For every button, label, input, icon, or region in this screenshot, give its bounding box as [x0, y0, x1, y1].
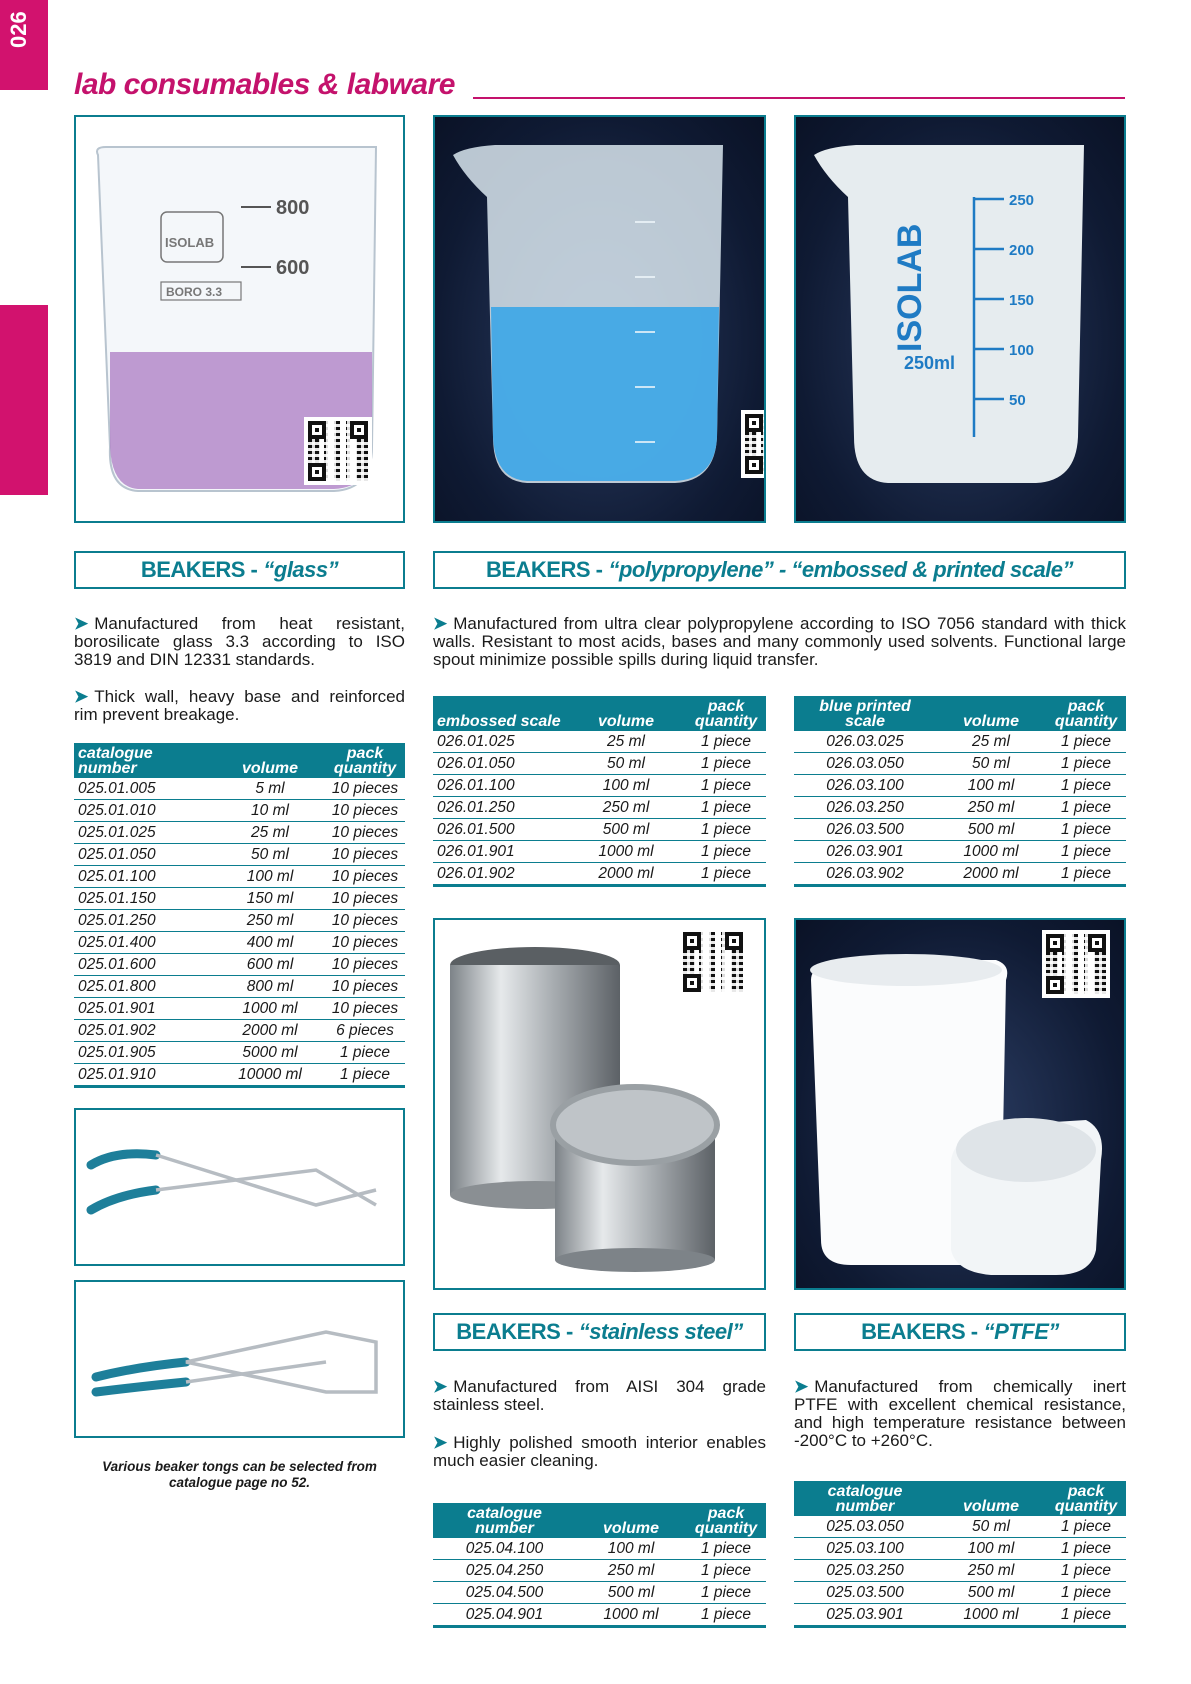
table-cell-volume: 100 ml [566, 775, 686, 797]
table-cell-pack: 1 piece [686, 819, 766, 841]
table-row [74, 932, 405, 954]
table-row [74, 910, 405, 932]
table-cell-catalogue: 026.03.050 [794, 753, 936, 775]
label-50: 50 [1009, 392, 1026, 409]
table-row [794, 797, 1126, 819]
table-cell-volume: 400 ml [215, 932, 325, 954]
table-row [74, 844, 405, 866]
table-row [433, 819, 766, 841]
table-cell-catalogue: 025.03.250 [794, 1560, 936, 1582]
ptfe-beaker-photo [794, 918, 1126, 1290]
table-cell-pack: 1 piece [686, 1560, 766, 1582]
table-cell-catalogue: 025.04.901 [433, 1604, 576, 1627]
table-cell-pack: 10 pieces [325, 910, 405, 932]
table-cell-catalogue: 025.01.010 [74, 800, 215, 822]
label-boro: BORO 3.3 [166, 285, 223, 299]
table-row [433, 731, 766, 753]
table-cell-pack: 1 piece [686, 863, 766, 886]
table-cell-catalogue: 026.03.100 [794, 775, 936, 797]
table-cell-volume: 50 ml [566, 753, 686, 775]
table-row [433, 1538, 766, 1560]
page-title: lab consumables & labware [74, 68, 455, 101]
table-cell-catalogue: 026.03.250 [794, 797, 936, 819]
table-cell-pack: 1 piece [325, 1064, 405, 1087]
table-cell-catalogue: 025.04.500 [433, 1582, 576, 1604]
table-cell-catalogue: 026.01.250 [433, 797, 566, 819]
table-cell-catalogue: 025.03.100 [794, 1538, 936, 1560]
table-cell-catalogue: 025.01.400 [74, 932, 215, 954]
table-row [74, 800, 405, 822]
table-cell-volume: 250 ml [215, 910, 325, 932]
table-cell-catalogue: 025.03.500 [794, 1582, 936, 1604]
table-cell-pack: 10 pieces [325, 998, 405, 1020]
table-row [433, 797, 766, 819]
table-cell-catalogue: 025.01.250 [74, 910, 215, 932]
table-cell-catalogue: 025.01.150 [74, 888, 215, 910]
table-cell-catalogue: 026.01.050 [433, 753, 566, 775]
table-cell-pack: 1 piece [1046, 775, 1126, 797]
table-cell-pack: 1 piece [1046, 1538, 1126, 1560]
table-cell-volume: 1000 ml [936, 841, 1046, 863]
qr-code[interactable] [679, 928, 747, 996]
label-150: 150 [1009, 292, 1035, 309]
table-cell-pack: 1 piece [325, 1042, 405, 1064]
table-row [794, 1560, 1126, 1582]
table-row [74, 998, 405, 1020]
table-row [433, 863, 766, 886]
table-cell-pack: 1 piece [1046, 797, 1126, 819]
table-cell-catalogue: 026.03.025 [794, 731, 936, 753]
table-cell-catalogue: 025.04.100 [433, 1538, 576, 1560]
table-cell-pack: 10 pieces [325, 976, 405, 998]
table-cell-volume: 250 ml [936, 797, 1046, 819]
table-row [794, 775, 1126, 797]
table-cell-pack: 10 pieces [325, 932, 405, 954]
table-cell-pack: 1 piece [686, 1538, 766, 1560]
table-cell-catalogue: 025.01.910 [74, 1064, 215, 1087]
table-cell-pack: 1 piece [686, 1582, 766, 1604]
table-cell-volume: 5 ml [215, 778, 325, 800]
glass-beaker-photo [74, 115, 405, 523]
table-row [74, 778, 405, 800]
tongs-photo-2 [74, 1280, 405, 1438]
table-cell-pack: 1 piece [1046, 753, 1126, 775]
pp-printed-illustration [796, 117, 1124, 521]
table-cell-pack: 1 piece [686, 797, 766, 819]
table-cell-catalogue: 025.01.800 [74, 976, 215, 998]
table-cell-pack: 1 piece [1046, 1516, 1126, 1538]
table-row [433, 753, 766, 775]
table-cell-pack: 1 piece [686, 841, 766, 863]
table-cell-volume: 500 ml [576, 1582, 686, 1604]
table-cell-volume: 100 ml [576, 1538, 686, 1560]
steel-beaker-photo [433, 918, 766, 1290]
table-row [794, 819, 1126, 841]
glass-bullet-2: ➤ Thick wall, heavy base and reinforced rim prevent breakage. [74, 687, 405, 724]
pp-section-title: BEAKERS - “polypropylene” - “embossed & printed scale” [433, 551, 1126, 589]
table-cell-volume: 100 ml [936, 1538, 1046, 1560]
table-cell-pack: 1 piece [686, 775, 766, 797]
table-row [433, 775, 766, 797]
table-cell-catalogue: 026.03.902 [794, 863, 936, 886]
table-cell-pack: 1 piece [1046, 1604, 1126, 1627]
side-color-bar [0, 305, 48, 495]
table-row [794, 1538, 1126, 1560]
table-cell-volume: 2000 ml [215, 1020, 325, 1042]
table-row [433, 841, 766, 863]
table-cell-catalogue: 025.04.250 [433, 1560, 576, 1582]
label-600: 600 [276, 257, 310, 279]
title-rule [473, 97, 1125, 99]
glass-bullet-1: ➤ Manufactured from heat resistant, borosilicate glass 3.3 according to ISO 3819 and DIN 12331 standards. [74, 614, 405, 669]
table-cell-catalogue: 025.03.901 [794, 1604, 936, 1627]
label-100: 100 [1009, 342, 1035, 359]
table-cell-volume: 50 ml [215, 844, 325, 866]
steel-section-title: BEAKERS - “stainless steel” [433, 1313, 766, 1351]
table-row [74, 1020, 405, 1042]
table-cell-volume: 500 ml [936, 819, 1046, 841]
table-cell-volume: 250 ml [576, 1560, 686, 1582]
pp-embossed-illustration [435, 117, 764, 521]
table-cell-pack: 10 pieces [325, 822, 405, 844]
table-cell-volume: 50 ml [936, 1516, 1046, 1538]
table-cell-volume: 2000 ml [936, 863, 1046, 886]
table-row [433, 1582, 766, 1604]
table-cell-pack: 1 piece [1046, 819, 1126, 841]
qr-code[interactable] [1042, 930, 1110, 998]
table-row [794, 753, 1126, 775]
table-cell-catalogue: 025.03.050 [794, 1516, 936, 1538]
table-row [794, 1604, 1126, 1627]
table-cell-volume: 2000 ml [566, 863, 686, 886]
table-row [74, 1042, 405, 1064]
table-cell-pack: 6 pieces [325, 1020, 405, 1042]
table-cell-catalogue: 026.01.902 [433, 863, 566, 886]
steel-spec-table: catalogue number volume pack quantity 025.04.100 100 ml 1 piece 025.04.250 250 ml 1 piece 025.04.500 500 ml 1 piece 025.04.901 1000 ml 1 piece [433, 1503, 766, 1628]
table-cell-catalogue: 025.01.050 [74, 844, 215, 866]
table-cell-pack: 1 piece [686, 731, 766, 753]
table-cell-pack: 10 pieces [325, 954, 405, 976]
table-cell-volume: 25 ml [566, 731, 686, 753]
qr-code[interactable] [304, 417, 372, 485]
table-cell-catalogue: 025.01.600 [74, 954, 215, 976]
table-cell-volume: 500 ml [566, 819, 686, 841]
label-250: 250 [1009, 192, 1035, 209]
table-cell-pack: 1 piece [1046, 841, 1126, 863]
label-isolab: ISOLAB [165, 235, 215, 250]
table-cell-pack: 10 pieces [325, 866, 405, 888]
table-row [74, 976, 405, 998]
table-cell-volume: 25 ml [215, 822, 325, 844]
ptfe-section-title: BEAKERS - “PTFE” [794, 1313, 1126, 1351]
ptfe-spec-table: catalogue number volume pack quantity 025.03.050 50 ml 1 piece 025.03.100 100 ml 1 piece 025.03.250 250 ml 1 piece 025.03.500 500 ml 1 piece 025.03.901 1000 ml 1 piece [794, 1481, 1126, 1628]
table-cell-pack: 1 piece [1046, 731, 1126, 753]
table-cell-catalogue: 025.01.901 [74, 998, 215, 1020]
table-row [794, 1582, 1126, 1604]
ptfe-bullet: ➤ Manufactured from chemically inert PTFE with excellent chemical resistance, and high temperature resistance between -200°C to +260°C. [794, 1377, 1126, 1450]
table-cell-catalogue: 025.01.025 [74, 822, 215, 844]
table-cell-catalogue: 026.01.025 [433, 731, 566, 753]
table-cell-volume: 1000 ml [936, 1604, 1046, 1627]
qr-code[interactable] [741, 410, 766, 478]
table-cell-pack: 1 piece [686, 1604, 766, 1627]
pp-printed-table: blue printed scale volume pack quantity 026.03.025 25 ml 1 piece 026.03.050 50 ml 1 piece 026.03.100 100 ml 1 piece 026.03.250 250 ml 1 piece 026.03.500 500 ml 1 piece 026.03.901 1000 ml 1 piece 026.03.902 2000 ml 1 piece [794, 696, 1126, 887]
tongs-illustration-2 [76, 1282, 403, 1436]
label-800: 800 [276, 197, 310, 219]
table-cell-catalogue: 026.03.901 [794, 841, 936, 863]
label-250ml: 250ml [904, 353, 956, 373]
table-cell-catalogue: 026.01.901 [433, 841, 566, 863]
table-cell-volume: 250 ml [566, 797, 686, 819]
label-isolab-blue: ISOLAB [891, 223, 929, 352]
glass-spec-table: catalogue number volume pack quantity 025.01.005 5 ml 10 pieces 025.01.010 10 ml 10 pieces 025.01.025 25 ml 10 pieces 025.01.050 50 ml 10 pieces 025.01.100 100 ml 10 pieces 025.01.150 150 ml 10 pieces 025.01.250 250 ml 10 pieces 025.01.400 400 ml 10 pieces 025.01.600 600 ml 10 pieces 025.01.800 800 ml 10 pieces 025.01.901 1000 ml 10 pieces 025.01.902 2000 ml 6 pieces 025.01.905 5000 ml 1 piece 025.01.910 10000 ml 1 piece [74, 743, 405, 1088]
table-cell-catalogue: 026.01.500 [433, 819, 566, 841]
table-row [74, 954, 405, 976]
table-cell-volume: 100 ml [936, 775, 1046, 797]
table-cell-volume: 5000 ml [215, 1042, 325, 1064]
pp-embossed-table: embossed scale volume pack quantity 026.01.025 25 ml 1 piece 026.01.050 50 ml 1 piece 026.01.100 100 ml 1 piece 026.01.250 250 ml 1 piece 026.01.500 500 ml 1 piece 026.01.901 1000 ml 1 piece 026.01.902 2000 ml 1 piece [433, 696, 766, 887]
table-row [74, 822, 405, 844]
tongs-photo-1 [74, 1108, 405, 1266]
table-row [794, 1516, 1126, 1538]
table-cell-catalogue: 025.01.905 [74, 1042, 215, 1064]
tongs-note: Various beaker tongs can be selected from catalogue page no 52. [102, 1459, 377, 1490]
page-number-tab [0, 0, 48, 90]
table-cell-pack: 10 pieces [325, 778, 405, 800]
table-cell-volume: 1000 ml [215, 998, 325, 1020]
table-cell-pack: 10 pieces [325, 800, 405, 822]
pp-bullet: ➤ Manufactured from ultra clear polypropylene according to ISO 7056 standard with thick walls. Resistant to most acids, bases and many commonly used solvents. Functional large spout minimize possible spills during liquid transfer. [433, 614, 1126, 669]
table-cell-catalogue: 025.01.005 [74, 778, 215, 800]
table-cell-volume: 150 ml [215, 888, 325, 910]
steel-bullet-2: ➤ Highly polished smooth interior enables much easier cleaning. [433, 1433, 766, 1470]
table-cell-volume: 25 ml [936, 731, 1046, 753]
table-cell-pack: 1 piece [1046, 863, 1126, 886]
table-cell-pack: 1 piece [686, 753, 766, 775]
table-cell-volume: 600 ml [215, 954, 325, 976]
table-cell-pack: 10 pieces [325, 844, 405, 866]
table-cell-volume: 1000 ml [576, 1604, 686, 1627]
steel-bullet-1: ➤ Manufactured from AISI 304 grade stainless steel. [433, 1377, 766, 1414]
tongs-illustration-1 [76, 1110, 403, 1264]
glass-section-title: BEAKERS - “glass” [74, 551, 405, 589]
table-cell-pack: 10 pieces [325, 888, 405, 910]
table-cell-volume: 50 ml [936, 753, 1046, 775]
table-cell-pack: 1 piece [1046, 1560, 1126, 1582]
table-cell-pack: 1 piece [1046, 1582, 1126, 1604]
label-200: 200 [1009, 242, 1035, 259]
table-cell-volume: 250 ml [936, 1560, 1046, 1582]
table-cell-catalogue: 026.03.500 [794, 819, 936, 841]
table-row [794, 841, 1126, 863]
table-row [74, 866, 405, 888]
table-cell-volume: 800 ml [215, 976, 325, 998]
table-row [433, 1560, 766, 1582]
table-cell-volume: 500 ml [936, 1582, 1046, 1604]
printed-pp-beaker-photo [794, 115, 1126, 523]
table-row [74, 1064, 405, 1087]
table-cell-volume: 1000 ml [566, 841, 686, 863]
table-cell-volume: 100 ml [215, 866, 325, 888]
table-cell-catalogue: 026.01.100 [433, 775, 566, 797]
page-number: 026 [6, 11, 31, 48]
table-cell-volume: 10000 ml [215, 1064, 325, 1087]
table-cell-catalogue: 025.01.100 [74, 866, 215, 888]
table-cell-volume: 10 ml [215, 800, 325, 822]
embossed-pp-beaker-photo [433, 115, 766, 523]
table-cell-catalogue: 025.01.902 [74, 1020, 215, 1042]
table-row [74, 888, 405, 910]
table-row [433, 1604, 766, 1627]
table-row [794, 731, 1126, 753]
table-row [794, 863, 1126, 886]
